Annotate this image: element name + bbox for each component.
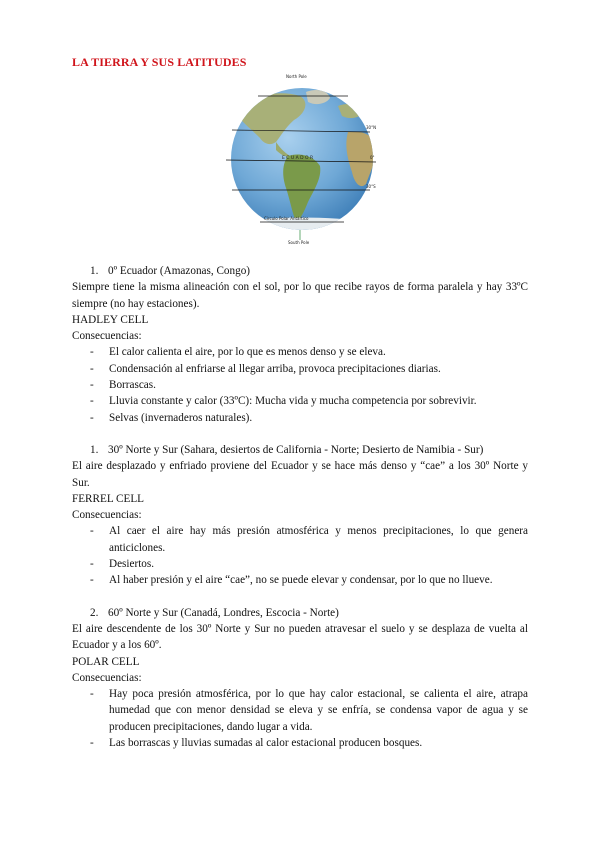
list-item: - Borrascas. — [90, 379, 156, 392]
section-title: 30º Norte y Sur (Sahara, desiertos de California - Norte; Desierto de Namibia - Sur) — [108, 443, 484, 456]
cell-name: FERREL CELL — [72, 492, 144, 505]
label-equator: 0° — [370, 155, 375, 160]
label-lat-30n: 30°N — [366, 125, 377, 130]
section-heading — [90, 442, 528, 458]
section-title: 60º Norte y Sur (Canadá, Londres, Escocia - Norte) — [108, 606, 339, 619]
list-item: - Hay poca presión atmosférica, por lo que hay calor estacional, se calienta el aire, atrapa humedad que con menor densidad se eleva y se enfría, se condensa vapor de agua y se producen precipitaciones, dando lugar a vida. — [90, 688, 528, 733]
section-title: 0º Ecuador (Amazonas, Congo) — [108, 265, 251, 277]
document-title: LA TIERRA Y SUS LATITUDES — [72, 55, 247, 69]
section-description: El aire desplazado y enfriado proviene del Ecuador y se hace más denso y “cae” a los 30º Norte y Sur. — [72, 460, 528, 489]
list-item: - Las borrascas y lluvias sumadas al calor estacional producen bosques. — [90, 737, 423, 750]
section-heading — [90, 605, 528, 621]
section-description: Siempre tiene la misma alineación con el sol, por lo que recibe rayos de forma paralela y hay 33ºC siempre (no hay estaciones). — [72, 281, 528, 310]
section-heading — [90, 263, 528, 279]
section-number: 1. — [90, 443, 99, 456]
list-item: - Al caer el aire hay más presión atmosférica y menos precipitaciones, lo que genera anticiclones. — [90, 525, 528, 554]
consequences-label: Consecuencias: — [72, 671, 142, 684]
section-number: 1. — [90, 265, 99, 277]
label-antarctic-circle: Circulo Polar Antártico — [264, 216, 309, 221]
label-lat-30s: 30°S — [366, 184, 376, 189]
list-item: - Desiertos. — [90, 558, 155, 571]
section-number: 2. — [90, 606, 99, 619]
list-item: - Condensación al enfriarse al llegar arriba, provoca precipitaciones diarias. — [90, 362, 441, 375]
label-south-pole: South Pole — [288, 240, 310, 245]
list-item: - El calor calienta el aire, por lo que es menos denso y se eleva. — [90, 346, 386, 359]
list-item: - Al haber presión y el aire “cae”, no se puede elevar y condensar, por lo que no llueve. — [90, 574, 493, 587]
globe-latitudes-figure — [220, 72, 385, 247]
document-body — [72, 263, 528, 751]
section-description: El aire descendente de los 30º Norte y Sur no pueden atravesar el suelo y se desplaza de vuelta al Ecuador y a los 60º. — [72, 622, 528, 652]
list-item: - Lluvia constante y calor (33ºC): Mucha vida y mucha competencia por sobrevivir. — [90, 395, 477, 408]
consequences-label: Consecuencias: — [72, 330, 142, 343]
label-north-pole: North Pole — [286, 74, 307, 79]
list-item: - Selvas (invernaderos naturales). — [90, 411, 253, 424]
cell-name: HADLEY CELL — [72, 313, 149, 326]
consequences-label: Consecuencias: — [72, 509, 142, 522]
cell-name: POLAR CELL — [72, 655, 140, 668]
label-ecuador: E C U A D O R — [282, 156, 314, 161]
